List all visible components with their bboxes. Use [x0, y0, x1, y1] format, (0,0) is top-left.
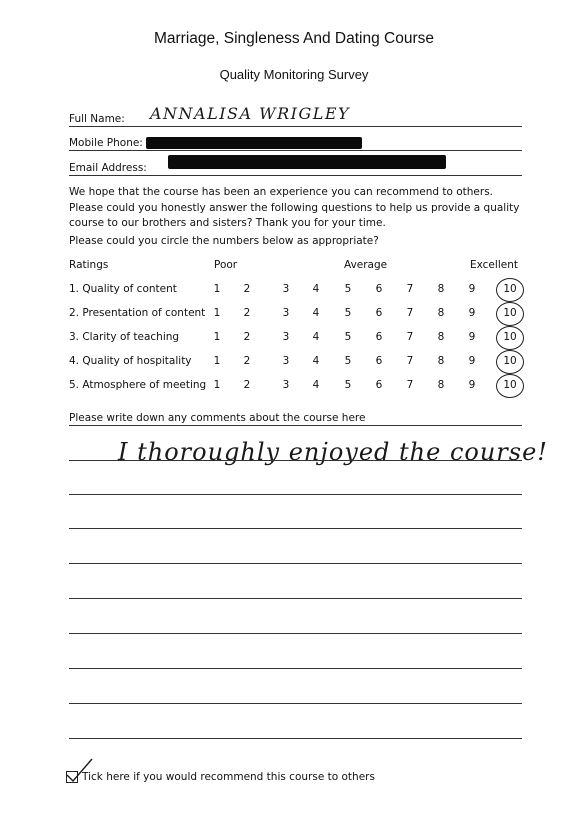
- rating-option[interactable]: 10: [503, 379, 517, 391]
- email-address-label: Email Address:: [69, 162, 147, 174]
- rating-option[interactable]: 7: [406, 331, 414, 343]
- comment-line: [69, 703, 522, 704]
- comment-line: [69, 738, 522, 739]
- rating-circle-mark: [496, 326, 524, 350]
- rating-option[interactable]: 9: [468, 283, 476, 295]
- rating-option[interactable]: 2: [243, 307, 251, 319]
- rating-option[interactable]: 10: [503, 331, 517, 343]
- comment-line: [69, 528, 522, 529]
- average-header: Average: [344, 259, 388, 271]
- rating-option[interactable]: 1: [213, 283, 221, 295]
- rating-option[interactable]: 3: [282, 379, 290, 391]
- rating-option[interactable]: 8: [437, 355, 445, 367]
- rating-option[interactable]: 5: [344, 307, 352, 319]
- rating-row-label: 3. Clarity of teaching: [69, 331, 180, 343]
- rating-option[interactable]: 8: [437, 379, 445, 391]
- rating-option[interactable]: 7: [406, 379, 414, 391]
- form-subtitle: Quality Monitoring Survey: [219, 67, 369, 82]
- rating-option[interactable]: 3: [282, 331, 290, 343]
- rating-option[interactable]: 4: [312, 283, 320, 295]
- rating-option[interactable]: 10: [503, 283, 517, 295]
- rating-option[interactable]: 3: [282, 283, 290, 295]
- rating-circle-mark: [496, 302, 524, 326]
- email-address-redaction: [168, 155, 446, 169]
- rating-option[interactable]: 2: [243, 355, 251, 367]
- rating-row-label: 5. Atmosphere of meeting: [69, 379, 207, 391]
- rating-option[interactable]: 2: [243, 331, 251, 343]
- rating-option[interactable]: 4: [312, 331, 320, 343]
- circle-instruction: Please could you circle the numbers below as appropriate?: [69, 235, 379, 247]
- mobile-phone-redaction: [146, 137, 362, 149]
- rating-option[interactable]: 10: [503, 355, 517, 367]
- rating-option[interactable]: 7: [406, 355, 414, 367]
- poor-header: Poor: [214, 259, 238, 271]
- full-name-value[interactable]: ANNALISA WRIGLEY: [150, 104, 351, 123]
- rating-option[interactable]: 5: [344, 283, 352, 295]
- rating-option[interactable]: 9: [468, 379, 476, 391]
- rating-option[interactable]: 8: [437, 283, 445, 295]
- full-name-line: [69, 126, 522, 127]
- comment-line: [69, 494, 522, 495]
- form-title: Marriage, Singleness And Dating Course: [153, 30, 434, 47]
- rating-circle-mark: [496, 350, 524, 374]
- recommend-label: Tick here if you would recommend this course to others: [82, 771, 375, 783]
- rating-option[interactable]: 1: [213, 355, 221, 367]
- rating-option[interactable]: 3: [282, 307, 290, 319]
- comment-line: [69, 668, 522, 669]
- rating-option[interactable]: 8: [437, 307, 445, 319]
- rating-option[interactable]: 5: [344, 379, 352, 391]
- rating-option[interactable]: 1: [213, 379, 221, 391]
- rating-option[interactable]: 5: [344, 331, 352, 343]
- rating-option[interactable]: 2: [243, 283, 251, 295]
- rating-option[interactable]: 2: [243, 379, 251, 391]
- intro-paragraph: We hope that the course has been an experience you can recommend to others. Please could you honestly answer the following questions to help us provide a quality course to our brothers and sisters? Thank you for your time.: [69, 186, 520, 229]
- rating-option[interactable]: 9: [468, 355, 476, 367]
- rating-option[interactable]: 1: [213, 331, 221, 343]
- comment-line: [69, 563, 522, 564]
- rating-circle-mark: [496, 374, 524, 398]
- rating-option[interactable]: 6: [375, 331, 383, 343]
- rating-option[interactable]: 3: [282, 355, 290, 367]
- rating-option[interactable]: 5: [344, 355, 352, 367]
- rating-option[interactable]: 6: [375, 379, 383, 391]
- rating-option[interactable]: 6: [375, 307, 383, 319]
- comment-line: [69, 633, 522, 634]
- rating-option[interactable]: 9: [468, 331, 476, 343]
- comments-handwritten[interactable]: I thoroughly enjoyed the course!: [118, 438, 548, 466]
- rating-option[interactable]: 4: [312, 379, 320, 391]
- rating-option[interactable]: 8: [437, 331, 445, 343]
- rating-option[interactable]: 4: [312, 307, 320, 319]
- rating-row-label: 2. Presentation of content: [69, 307, 206, 319]
- email-address-line: [69, 175, 522, 176]
- rating-row-label: 1. Quality of content: [69, 283, 177, 295]
- rating-option[interactable]: 7: [406, 283, 414, 295]
- rating-circle-mark: [496, 278, 524, 302]
- comment-line: [69, 598, 522, 599]
- full-name-label: Full Name:: [69, 113, 125, 125]
- mobile-phone-label: Mobile Phone:: [69, 137, 143, 149]
- rating-option[interactable]: 10: [503, 307, 517, 319]
- rating-option[interactable]: 1: [213, 307, 221, 319]
- comment-line: [69, 460, 522, 461]
- mobile-phone-line: [69, 150, 522, 151]
- excellent-header: Excellent: [470, 259, 518, 271]
- ratings-header: Ratings: [69, 259, 109, 271]
- rating-option[interactable]: 9: [468, 307, 476, 319]
- rating-row-label: 4. Quality of hospitality: [69, 355, 192, 367]
- rating-option[interactable]: 7: [406, 307, 414, 319]
- rating-option[interactable]: 4: [312, 355, 320, 367]
- rating-option[interactable]: 6: [375, 283, 383, 295]
- comments-label: Please write down any comments about the course here: [69, 412, 366, 424]
- comments-label-line: [69, 425, 522, 426]
- rating-option[interactable]: 6: [375, 355, 383, 367]
